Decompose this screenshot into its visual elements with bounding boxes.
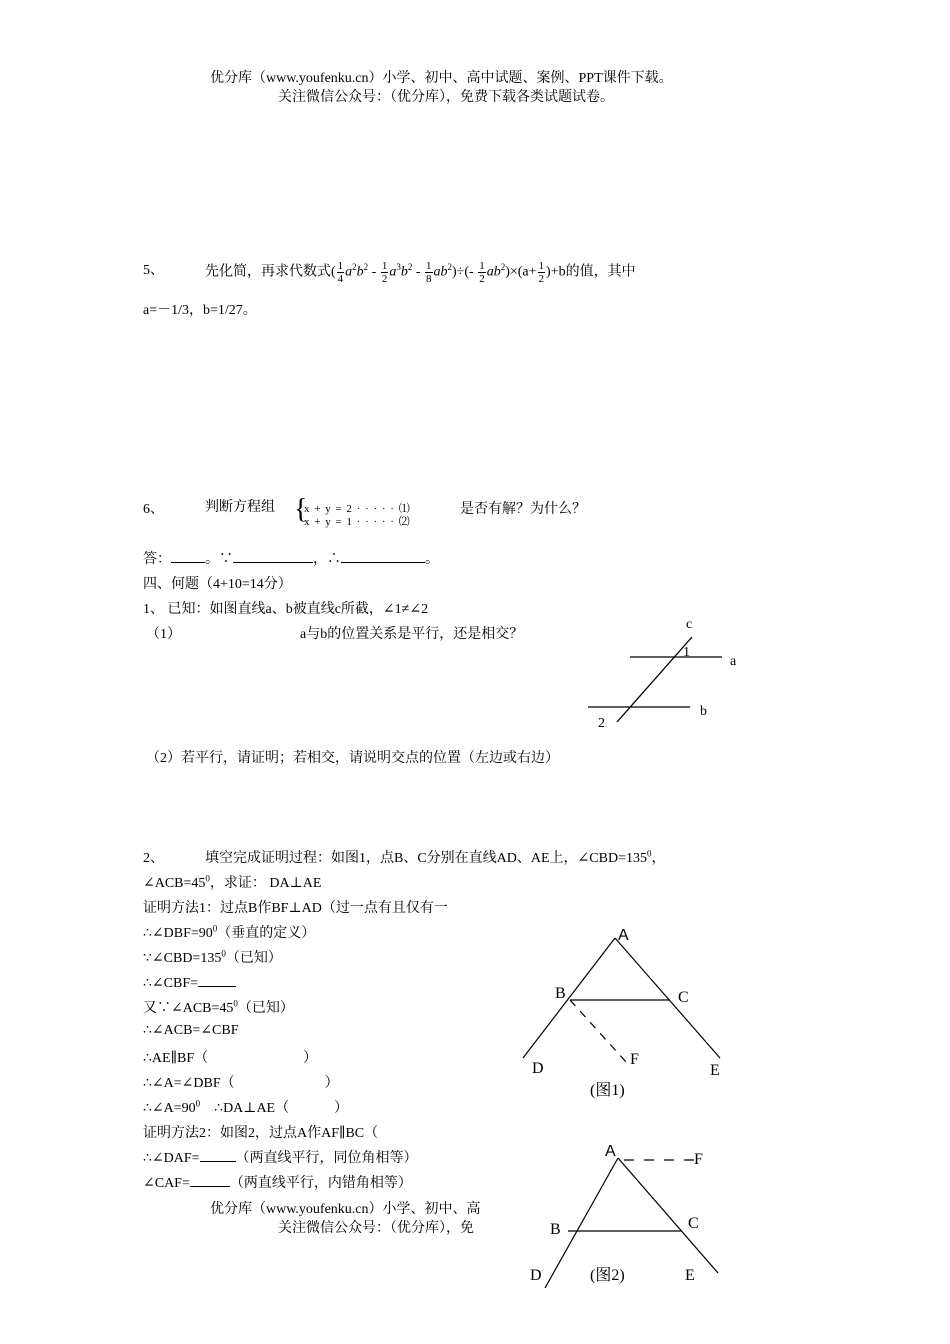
proof-step-5: [143, 1022, 239, 1039]
step-reason: （已知）: [225, 951, 282, 966]
line-ad: [523, 938, 615, 1058]
step-text: ∴∠DBF=90: [143, 926, 213, 941]
fraction-1-2: $\frac{1}{2}$: [381, 259, 388, 285]
step-conclusion: ∴DA⊥AE（: [214, 1101, 290, 1116]
answer-blank-2[interactable]: [233, 548, 313, 563]
p1-part1-text: a与b的位置关系是平行，还是相交？: [300, 627, 524, 642]
step-text: ∴∠A=∠DBF（: [143, 1076, 235, 1091]
p2-stem-a: [205, 847, 665, 867]
step-text: ∵∠CBD=135: [143, 951, 222, 966]
p2-stem-a-text: 填空完成证明过程：如图1，点B、C分别在直线AD、AE上，∠CBD=135: [205, 851, 647, 866]
fig1-label-e: E: [710, 1062, 720, 1079]
fig2-caption: (图2): [590, 1267, 625, 1284]
step-blank[interactable]: [200, 1147, 236, 1162]
step-close: ）: [303, 1051, 318, 1066]
step-text: ∴∠CBF=: [143, 976, 198, 991]
p2-method-2: 证明方法2：如图2，过点A作AF∥BC（: [143, 1126, 379, 1141]
fig1-label-d: D: [532, 1060, 544, 1077]
label-c: c: [686, 617, 693, 632]
degree-sup: 0: [233, 998, 238, 1009]
proof-step-7: [143, 1072, 339, 1092]
parallel-lines-figure: [580, 612, 750, 737]
answer-sep-2: ，∴: [313, 552, 341, 567]
fraction-1-4: $\frac{1}{4}$: [337, 259, 344, 285]
equation-2: x + y = 1 · · · · · ⑵: [304, 516, 411, 528]
label-b: b: [700, 704, 707, 719]
proof-step-8: [143, 1097, 348, 1117]
q6-lead: 判断方程组: [205, 500, 275, 515]
degree-sup: 0: [221, 948, 226, 959]
step-reason: （两直线平行，内错角相等）: [229, 1176, 412, 1191]
q5-number: 5、: [143, 263, 164, 278]
header-line-1: 优分库（www.youfenku.cn）小学、初中、高中试题、案例、PPT课件下载。: [210, 71, 673, 86]
fraction-1-2c: $\frac{1}{2}$: [538, 259, 545, 285]
p1-part1-number: （1）: [146, 627, 181, 642]
method2-step-1: [143, 1147, 418, 1167]
header-line-2: 关注微信公众号：（优分库），免费下载各类试题试卷。: [278, 90, 614, 105]
q5-line-2: a=－1/3，b=1/27。: [143, 303, 257, 318]
label-a: a: [730, 654, 737, 669]
p1-stem: 1、 已知：如图直线a、b被直线c所截，∠1≠∠2: [143, 602, 429, 617]
answer-sep-1: 。∵: [205, 552, 233, 567]
equation-1: x + y = 2 · · · · · ⑴: [304, 503, 411, 515]
proof-step-2: [143, 947, 282, 967]
p2-number: 2、: [143, 851, 164, 866]
q5-lead: 先化简，再求代数式(: [205, 264, 336, 280]
step-text: 又∵∠ACB=45: [143, 1001, 234, 1016]
fraction-1-8: $\frac{1}{8}$: [426, 259, 432, 285]
section-4-title: 四、何题（4+10=14分）: [143, 577, 292, 592]
method2-step-2: [143, 1172, 412, 1192]
proof-step-1: [143, 922, 315, 942]
fig1-label-f: F: [630, 1051, 639, 1068]
label-1: 1: [683, 645, 690, 660]
p1-part2: （2）若平行，请证明；若相交，请说明交点的位置（左边或右边）: [146, 751, 559, 766]
fig2-label-d: D: [530, 1267, 542, 1284]
p2-stem-b-end: ，求证： DA⊥AE: [209, 876, 322, 891]
step-text: ∴∠DAF=: [143, 1151, 200, 1166]
answer-end: 。: [425, 552, 439, 567]
step-blank[interactable]: [190, 1172, 230, 1187]
step-blank[interactable]: [198, 972, 236, 987]
degree-sup: 0: [646, 848, 652, 859]
fraction-1-2b: $\frac{1}{2}$: [479, 259, 485, 285]
line-c: [617, 637, 692, 722]
p2-method-1: 证明方法1：过点B作BF⊥AD（过一点有且仅有一: [143, 901, 448, 916]
proof-step-6: [143, 1047, 317, 1067]
fig1-label-b: B: [555, 985, 566, 1002]
step-reason: （两直线平行，同位角相等）: [235, 1151, 418, 1166]
fig2-label-f: F: [694, 1151, 703, 1168]
answer-prefix: 答：: [143, 552, 171, 567]
p2-stem-b: [143, 872, 321, 892]
step-text: ∠CAF=: [143, 1176, 190, 1191]
step-close: ）: [334, 1101, 349, 1116]
p2-stem-b-text: ∠ACB=45: [143, 876, 206, 891]
q6-tail: 是否有解？为什么？: [460, 502, 586, 517]
figure-2: [520, 1138, 735, 1288]
equation-system: [294, 494, 459, 528]
line-ae: [615, 938, 720, 1058]
degree-sup: 0: [195, 1098, 201, 1109]
step-close: ）: [324, 1076, 339, 1091]
label-2: 2: [598, 716, 605, 731]
dashed-bf: [570, 1000, 627, 1063]
q6-answer-line: [143, 548, 439, 568]
fig2-label-b: B: [550, 1221, 561, 1238]
footer-line-2: 关注微信公众号：（优分库），免: [278, 1221, 474, 1236]
p2-stem-a-end: ，: [651, 851, 666, 866]
fig2-label-e: E: [685, 1267, 695, 1284]
degree-sup: 0: [212, 923, 218, 934]
footer-line-1: 优分库（www.youfenku.cn）小学、初中、高: [210, 1202, 481, 1217]
proof-step-4: [143, 997, 294, 1017]
q5-tail: +b的值，其中: [550, 264, 636, 280]
q6-number: 6、: [143, 502, 164, 517]
proof-step-3: [143, 972, 236, 992]
fig1-label-c: C: [678, 989, 689, 1006]
fig2-label-c: C: [688, 1215, 699, 1232]
fig2-label-a: A: [605, 1143, 616, 1160]
step-text: ∴∠A=90: [143, 1101, 196, 1116]
q6-stem: [205, 496, 275, 516]
answer-blank-3[interactable]: [341, 548, 425, 563]
figure-2-background: [520, 1193, 735, 1288]
step-text: ∴∠ACB=∠CBF: [143, 1023, 239, 1038]
step-reason: （垂直的定义）: [217, 926, 316, 941]
brace-symbol: {: [294, 494, 308, 525]
step-text: ∴AE∥BF（: [143, 1051, 209, 1066]
fig1-label-a: A: [618, 927, 629, 944]
answer-blank-1[interactable]: [171, 548, 205, 563]
q5-expression: 先化简，再求代数式( $\frac{1}{4}$ $a^2b^2$ - $\frac{1}{2}$ $a^3b^2$ - $\frac{1}{8}$ $ab^2)\div(-$ $\frac{1}{2}$ $ab^2)\times(a+$ $\frac{1}{2}$ )+b的值，其中: [205, 259, 636, 285]
step-reason: （已知）: [237, 1001, 294, 1016]
degree-sup: 0: [205, 873, 210, 884]
fig1-caption: (图1): [590, 1082, 625, 1099]
figure-1: [515, 918, 730, 1103]
